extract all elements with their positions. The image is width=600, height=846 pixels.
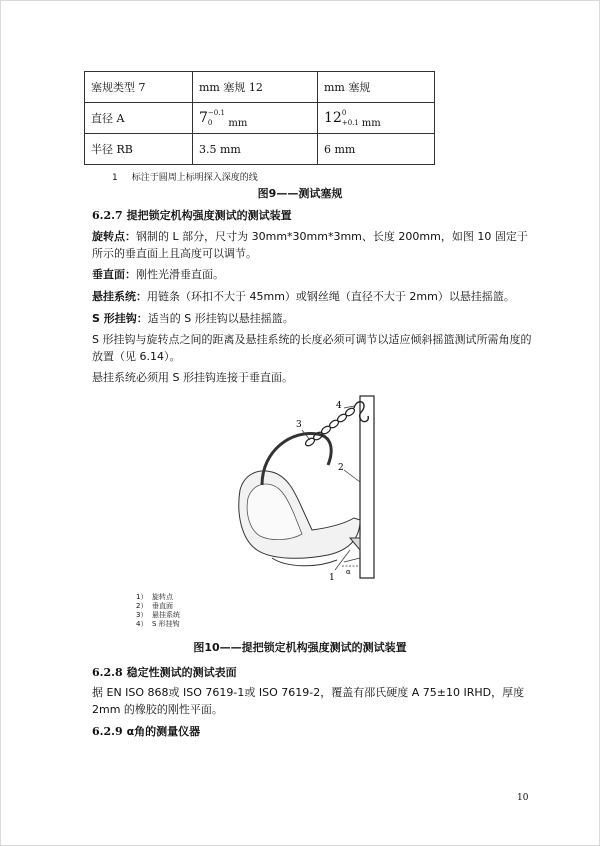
diameter-7-cell: $7^{-0.1}$ 0 mm bbox=[193, 103, 318, 134]
label-4: 4 bbox=[336, 401, 342, 411]
vertical-wall-shape bbox=[360, 396, 374, 578]
pivot-bracket-shape bbox=[350, 538, 360, 550]
paragraph-adjustment: S 形挂钩与旋转点之间的距离及悬挂系统的长度必须可调节以适应倾斜摇篮测试所需角度的放置（见 6.14）。 bbox=[92, 333, 532, 363]
table-cell: mm 塞规 12 bbox=[193, 72, 318, 103]
table-cell: 塞规类型 7 bbox=[85, 72, 193, 103]
figure-9-caption: 图9——测试塞规 bbox=[257, 187, 343, 200]
table-row bbox=[85, 103, 435, 134]
paragraph-hook-connection: 悬挂系统必须用 S 形挂钩连接于垂直面。 bbox=[92, 371, 293, 384]
table-row bbox=[85, 72, 435, 103]
legend-item: 1） 旋转点 bbox=[136, 593, 173, 601]
section-6-2-7-heading: 6.2.7 提把锁定机构强度测试的测试装置 bbox=[92, 209, 292, 222]
test-apparatus-figure bbox=[232, 390, 402, 585]
paragraph-s-hook: S 形挂钩：适当的 S 形挂钩以悬挂摇篮。 bbox=[92, 312, 294, 325]
label-1: 1 bbox=[329, 573, 335, 583]
legend-item: 2） 垂直面 bbox=[136, 602, 173, 610]
paragraph-pivot-point: 旋转点：钢制的 L 部分，尺寸为 30mm*30mm*3mm、长度 200mm，如图 10 固定于所示的垂直面上且高度可以调节。 bbox=[92, 230, 528, 260]
paragraph-suspension-system: 悬挂系统：用链条（环扣不大于 45mm）或钢丝绳（直径不大于 2mm）以悬挂摇篮。 bbox=[92, 290, 515, 303]
page-number: 10 bbox=[517, 793, 529, 803]
paragraph-vertical-surface: 垂直面：刚性光滑垂直面。 bbox=[92, 268, 224, 281]
table-cell: 6 mm bbox=[318, 134, 435, 165]
table-cell: mm 塞规 bbox=[318, 72, 435, 103]
gauge-spec-table bbox=[84, 71, 435, 165]
paragraph-test-surface: 据 EN ISO 868或 ISO 7619-1或 ISO 7619-2，覆盖有邵氏硬度 A 75±10 IRHD，厚度 2mm 的橡胶的刚性平面。 bbox=[92, 686, 525, 716]
figure-10-legend bbox=[136, 593, 180, 629]
carrier-base-shape bbox=[272, 558, 337, 566]
section-6-2-9-heading: 6.2.9 α角的测量仪器 bbox=[92, 725, 201, 738]
table-row bbox=[85, 134, 435, 165]
label-2: 2 bbox=[338, 463, 344, 473]
legend-item: 4） S 形挂钩 bbox=[136, 620, 180, 628]
section-6-2-8-heading: 6.2.8 稳定性测试的测试表面 bbox=[92, 666, 237, 679]
label-alpha: α bbox=[346, 568, 351, 576]
label-3: 3 bbox=[296, 420, 302, 430]
figure-note: 1 标注于圆周上标明探入深度的线 bbox=[112, 173, 258, 183]
table-cell: 直径 A bbox=[85, 103, 193, 134]
diameter-12-cell: $12^0$ +0.1 mm bbox=[318, 103, 435, 134]
figure-10-caption: 图10——提把锁定机构强度测试的测试装置 bbox=[193, 641, 407, 654]
table-cell: 3.5 mm bbox=[193, 134, 318, 165]
table-cell: 半径 RB bbox=[85, 134, 193, 165]
legend-item: 3） 悬挂系统 bbox=[136, 611, 180, 619]
